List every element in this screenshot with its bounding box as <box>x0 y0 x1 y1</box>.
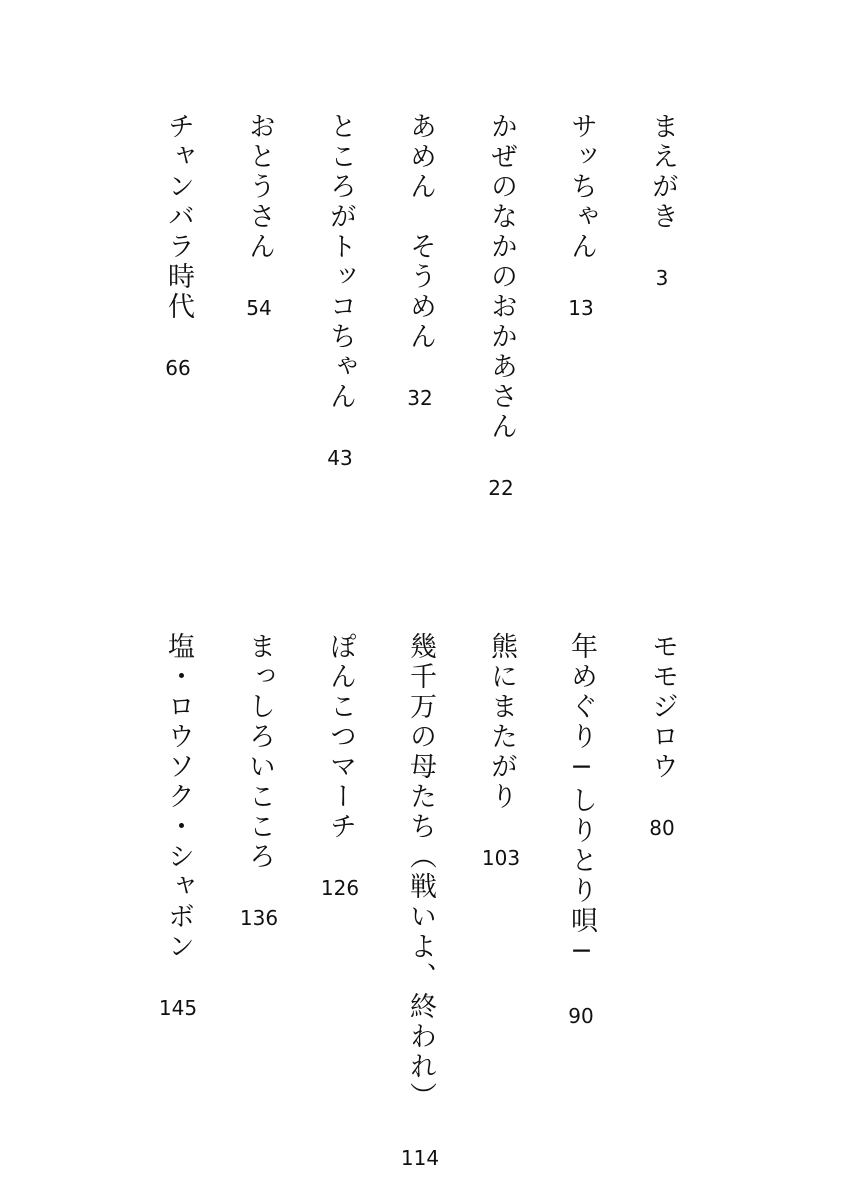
toc-entry-otousan[interactable] <box>239 112 279 320</box>
toc-title: まえがき <box>647 112 678 232</box>
toc-entry-maegaki[interactable] <box>642 112 682 290</box>
toc-title: サッちゃん <box>566 112 597 262</box>
toc-title: 年めぐり─しりとり唄─ <box>566 632 597 970</box>
toc-page-number: 126 <box>320 876 360 900</box>
toc-page-number: 80 <box>649 816 675 840</box>
toc-title: チャンバラ時代 <box>163 112 194 322</box>
toc-title: ところがトッコちゃん <box>325 112 356 412</box>
toc-page-number: 32 <box>407 386 433 410</box>
toc-page-number: 54 <box>246 296 272 320</box>
toc-page-number: 114 <box>400 1146 440 1170</box>
toc-page-number: 103 <box>481 846 521 870</box>
toc-page-number: 43 <box>327 446 353 470</box>
toc-title: まっしろいこころ <box>244 632 275 872</box>
toc-entry-tokoroga-tokko[interactable] <box>320 112 360 470</box>
toc-entry-kuma-ni-matagari[interactable] <box>481 632 521 870</box>
toc-title: 幾千万の母たち（戦いよ、終われ） <box>405 632 436 1112</box>
toc-title: 熊にまたがり <box>486 632 517 812</box>
toc-entry-ponkotsu-march[interactable] <box>320 632 360 900</box>
toc-title: かぜのなかのおかあさん <box>486 112 517 442</box>
toc-page-number: 90 <box>568 1004 594 1028</box>
toc-entry-sacchan[interactable] <box>561 112 601 320</box>
toc-entry-masshiroi-kokoro[interactable] <box>239 632 279 930</box>
toc-page-number: 145 <box>158 996 198 1020</box>
toc-entry-kaze-no-naka[interactable] <box>481 112 521 500</box>
toc-entry-chanbara[interactable] <box>158 112 198 380</box>
toc-page-number: 136 <box>239 906 279 930</box>
toc-entry-toshimeguri[interactable] <box>561 632 601 1028</box>
toc-entry-momojirou[interactable] <box>642 632 682 840</box>
toc-page-number: 3 <box>655 266 669 290</box>
toc-entry-shio-rousoku-shabon[interactable] <box>158 632 198 1020</box>
toc-title: あめん そうめん <box>405 112 436 352</box>
toc-page-number: 22 <box>488 476 514 500</box>
toc-title: おとうさん <box>244 112 275 262</box>
toc-title: 塩・ロウソク・シャボン <box>163 632 194 962</box>
toc-entry-ikusenman-no-hahatachi[interactable] <box>400 632 440 1170</box>
toc-title: ぽんこつマーチ <box>325 632 356 842</box>
toc-page-number: 66 <box>165 356 191 380</box>
toc-title: モモジロウ <box>647 632 678 782</box>
toc-page-number: 13 <box>568 296 594 320</box>
toc-entry-amen-soumen[interactable] <box>400 112 440 410</box>
